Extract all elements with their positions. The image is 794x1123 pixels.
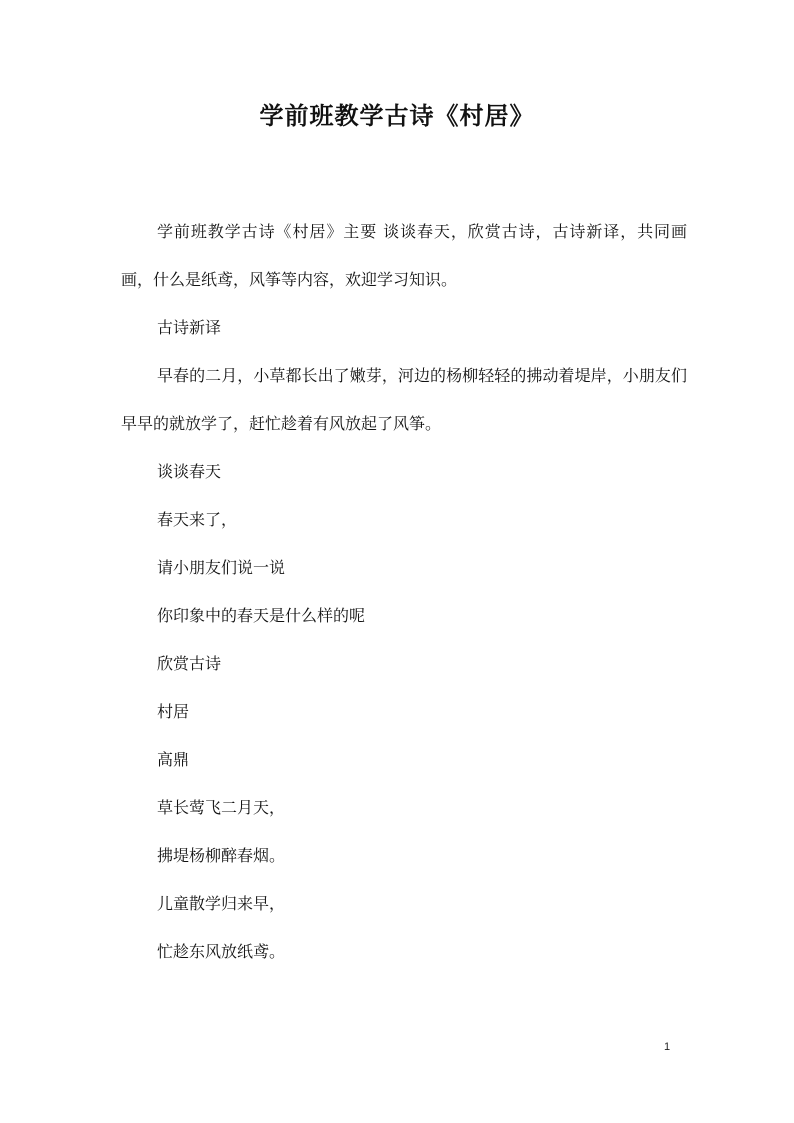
spring-line-3: 你印象中的春天是什么样的呢 [157,606,366,625]
poem-line-4: 忙趁东风放纸鸢。 [157,942,286,961]
translation-paragraph: 早春的二月，小草都长出了嫩芽，河边的杨柳轻轻的拂动着堤岸，小朋友们早早的就放学了，赶忙趁着有风放起了风筝。 [121,366,687,433]
page-number: 1 [664,1041,671,1053]
poem-line-1: 草长莺飞二月天， [157,798,286,817]
document-body [121,208,687,976]
section-heading-translation: 古诗新译 [157,318,222,337]
section-heading-spring: 谈谈春天 [157,462,222,481]
section-heading-poem: 欣赏古诗 [157,654,222,673]
spring-line-1: 春天来了， [157,510,238,529]
document-title: 学前班教学古诗《村居》 [259,101,535,130]
poem-line-3: 儿童散学归来早， [157,894,286,913]
intro-paragraph: 学前班教学古诗《村居》主要 谈谈春天，欣赏古诗，古诗新译，共同画画，什么是纸鸢，风筝等内容，欢迎学习知识。 [121,222,687,289]
poem-author: 高鼎 [157,750,190,769]
poem-title: 村居 [157,702,190,721]
poem-line-2: 拂堤杨柳醉春烟。 [157,846,286,865]
spring-line-2: 请小朋友们说一说 [157,558,286,577]
